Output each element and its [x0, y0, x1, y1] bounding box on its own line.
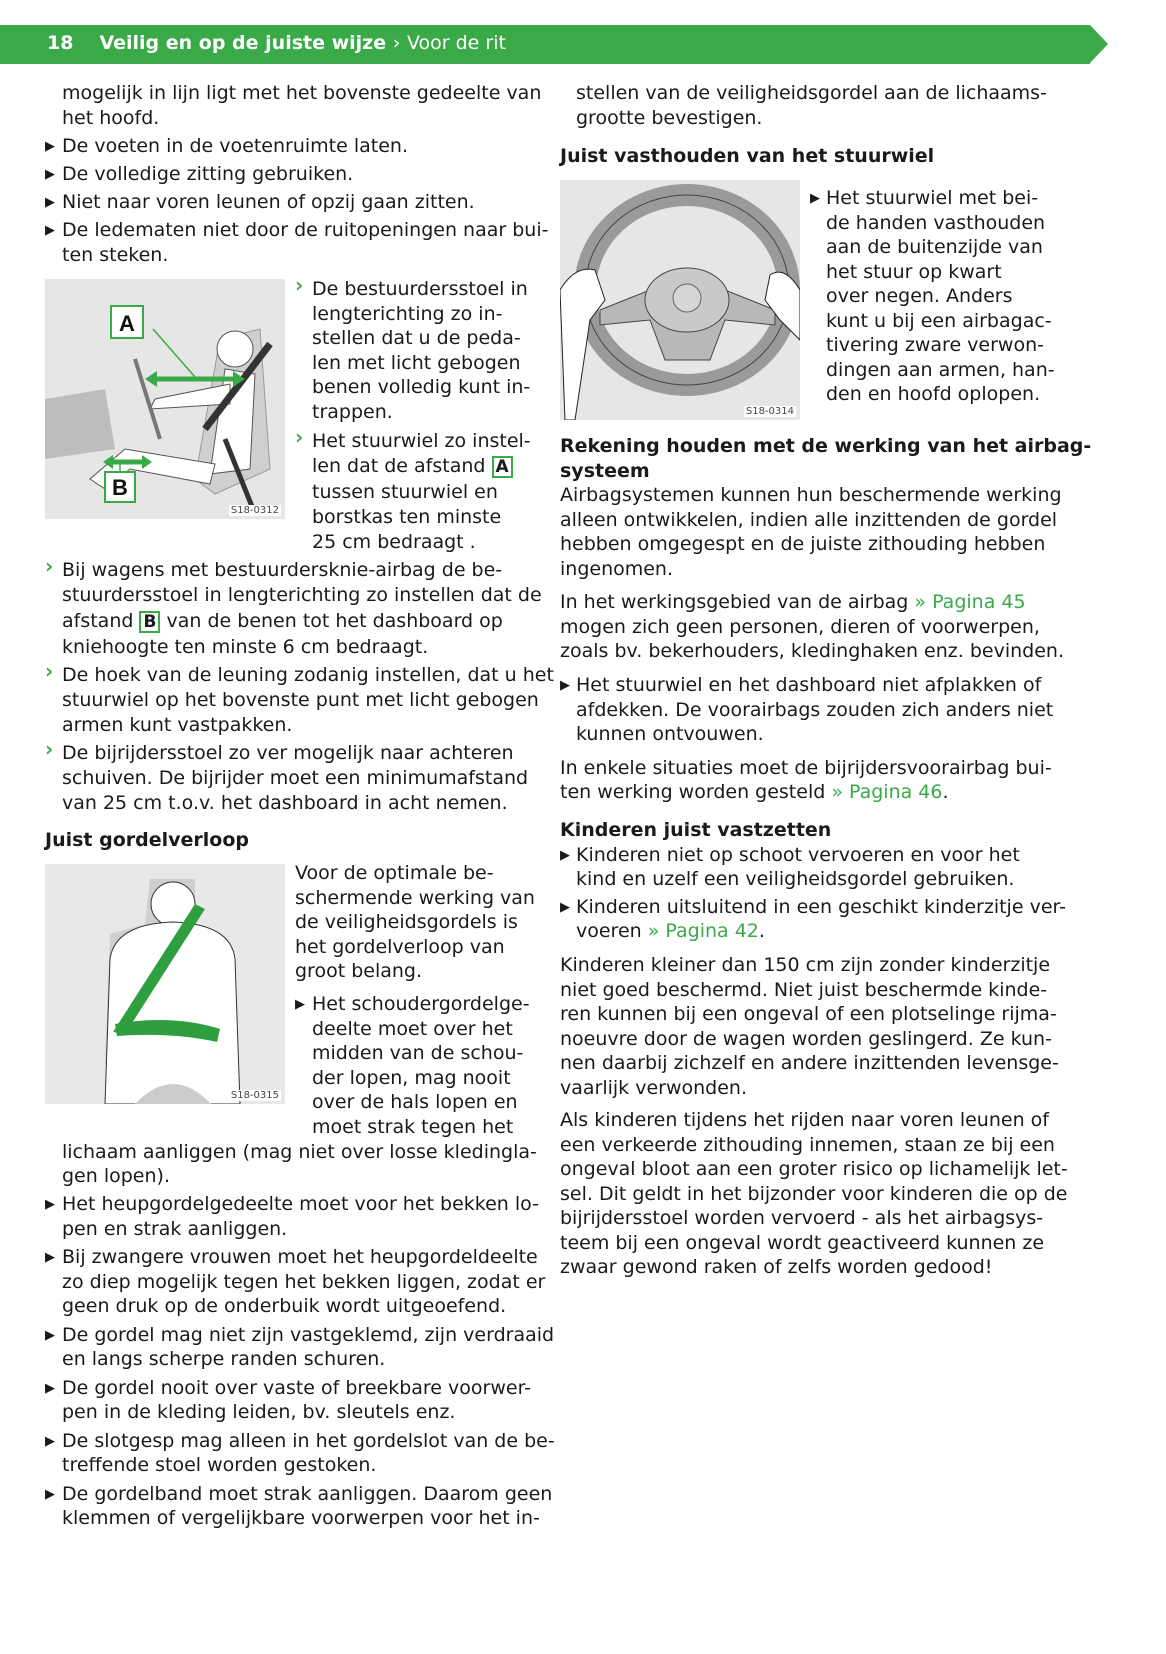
text-line: een verkeerde zithouding innemen, staan ze bij een — [560, 1133, 1055, 1156]
steering-wheel-figure — [560, 180, 800, 420]
text-line: tussen stuurwiel en — [312, 481, 498, 503]
bullet-triangle-icon: ▶ — [45, 1250, 55, 1265]
instruction-chevron-icon: › — [295, 425, 304, 449]
text-line: den en hoofd oplopen. — [826, 383, 1041, 405]
instruction-chevron-icon: › — [45, 737, 54, 761]
bullet-triangle-icon: ▶ — [45, 223, 55, 238]
text-line: tivering zware verwon- — [826, 334, 1044, 356]
text-line: het hoofd. — [62, 107, 160, 129]
page-46-link[interactable]: » Pagina 46 — [831, 781, 943, 803]
bullet-triangle-icon: ▶ — [45, 195, 55, 210]
text-line: zoals bv. bekerhouders, kledinghaken enz. bevinden. — [560, 640, 1064, 662]
svg-text:B: B — [112, 475, 128, 500]
text-line: borstkas ten minste — [312, 506, 502, 528]
section-heading: systeem — [560, 460, 650, 482]
seatbelt-figure — [45, 864, 285, 1104]
text-line: over de hals lopen en — [312, 1091, 518, 1113]
text-line: noeuvre door de wagen worden geslingerd. Ze kun- — [560, 1027, 1052, 1050]
text-line: ten werking worden gesteld » Pagina 46. — [560, 781, 949, 803]
text-line: stellen van de veiligheidsgordel aan de lichaams- — [576, 82, 1047, 104]
text-line: de handen vasthouden — [826, 211, 1046, 234]
text-line: De bijrijdersstoel zo ver mogelijk naar achteren — [62, 742, 514, 764]
text-line: lengterichting zo in- — [312, 302, 503, 325]
text-line: Het stuurwiel zo instel- — [312, 430, 531, 452]
bullet-item: De ledematen niet door de ruitopeningen naar bui- — [62, 219, 549, 241]
text-line: zwaar gewond raken of zelfs worden gedood! — [560, 1256, 993, 1278]
text-line: sel. Dit geldt in het bijzonder voor kinderen die op de — [560, 1182, 1068, 1205]
text-line: De hoek van de leuning zodanig instellen, dat u het — [62, 664, 554, 686]
bullet-triangle-icon: ▶ — [295, 997, 305, 1012]
bullet-item: geen druk op de onderbuik wordt uitgeoefend. — [62, 1295, 507, 1317]
label-a-box: A — [492, 456, 513, 478]
text-line: schermende werking van — [295, 886, 535, 909]
text-line: Airbagsystemen kunnen hun beschermende werking — [560, 484, 1062, 506]
text-line: Het schoudergordelge- — [312, 993, 530, 1015]
text-line: het gordelverloop van — [295, 935, 505, 958]
bullet-item: De gordelband moet strak aanliggen. Daarom geen — [62, 1482, 553, 1505]
bullet-triangle-icon: ▶ — [560, 678, 570, 693]
text-line: bijrijdersstoel worden vervoerd - als het airbagsys- — [560, 1207, 1044, 1229]
text-line: Voor de optimale be- — [295, 862, 494, 884]
bullet-item: klemmen of vergelijkbare voorwerpen voor het in- — [62, 1507, 540, 1529]
text-line: dingen aan armen, han- — [826, 358, 1055, 381]
bullet-item: De volledige zitting gebruiken. — [62, 163, 354, 185]
figure-code: S18-0312 — [230, 505, 279, 516]
page-45-link[interactable]: » Pagina 45 — [914, 591, 1026, 613]
text-line: schuiven. De bijrijder moet een minimumafstand — [62, 767, 529, 789]
text-line: niet goed beschermd. Niet juist beschermde kinde- — [560, 978, 1048, 1001]
text-line: hebben omgegespt en de juiste zithouding hebben — [560, 533, 1046, 555]
text-line: In enkele situaties moet de bijrijdersvoorairbag bui- — [560, 757, 1052, 779]
bullet-item: en langs scherpe randen schuren. — [62, 1348, 386, 1370]
text-line: mogen zich geen personen, dieren of voorwerpen, — [560, 616, 1040, 638]
bullet-triangle-icon: ▶ — [560, 900, 570, 915]
seating-illustration — [45, 279, 285, 519]
text-line: trappen. — [312, 400, 393, 423]
text-line: Het stuurwiel met bei- — [826, 187, 1039, 209]
text-line: armen kunt vastpakken. — [62, 714, 293, 736]
bullet-triangle-icon: ▶ — [45, 1197, 55, 1212]
page-42-link[interactable]: » Pagina 42 — [647, 920, 759, 942]
bullet-item: De gordel nooit over vaste of breekbare voorwer- — [62, 1376, 532, 1399]
bullet-item: zo diep mogelijk tegen het bekken liggen, zodat er — [62, 1270, 546, 1293]
instruction-chevron-icon: › — [45, 554, 54, 578]
text-line: stuurdersstoel in lengterichting zo instellen dat de — [62, 584, 542, 606]
text-line: kniehoogte ten minste 6 cm bedraagt. — [62, 636, 429, 658]
instruction-chevron-icon: › — [295, 273, 304, 297]
text-line: van 25 cm t.o.v. het dashboard in acht nemen. — [62, 792, 508, 814]
bullet-item: De voeten in de voetenruimte laten. — [62, 135, 408, 157]
text-line: mogelijk in lijn ligt met het bovenste gedeelte van — [62, 82, 542, 104]
seating-position-figure — [45, 279, 285, 519]
text-line: Kinderen uitsluitend in een geschikt kinderzitje ver- — [576, 896, 1066, 918]
header-arrow — [1090, 25, 1108, 63]
text-line: aan de buitenzijde van — [826, 236, 1043, 258]
text-line: benen volledig kunt in- — [312, 376, 531, 398]
steering-wheel-illustration — [560, 180, 800, 420]
bullet-triangle-icon: ▶ — [810, 191, 820, 206]
page-header — [47, 32, 506, 54]
text-line: De bestuurdersstoel in — [312, 278, 528, 300]
section-heading: Kinderen juist vastzetten — [560, 819, 832, 841]
bullet-triangle-icon: ▶ — [45, 1380, 55, 1396]
bullet-triangle-icon: ▶ — [45, 1433, 55, 1449]
text-line: ingenomen. — [560, 557, 674, 580]
text-line: de veiligheidsgordels is — [295, 911, 518, 933]
subsection-title: Voor de rit — [406, 32, 506, 54]
text-line: moet strak tegen het — [312, 1115, 514, 1138]
text-line: midden van de schou- — [312, 1042, 524, 1064]
text-line: afdekken. De voorairbags zouden zich anders niet — [576, 698, 1054, 721]
bullet-item: De gordel mag niet zijn vastgeklemd, zijn verdraaid — [62, 1323, 555, 1346]
bullet-triangle-icon: ▶ — [45, 139, 55, 154]
section-heading: Juist vasthouden van het stuurwiel — [560, 145, 935, 167]
text-line: lichaam aanliggen (mag niet over losse kledingla- — [62, 1141, 537, 1163]
bullet-triangle-icon: ▶ — [45, 1327, 55, 1343]
text-line: voeren » Pagina 42. — [576, 920, 765, 942]
section-heading: Rekening houden met de werking van het airbag- — [560, 435, 1092, 457]
bullet-item: Niet naar voren leunen of opzij gaan zitten. — [62, 191, 475, 213]
figure-code: S18-0315 — [230, 1090, 279, 1101]
text-line: len dat de afstand A — [312, 453, 513, 479]
bullet-triangle-icon: ▶ — [45, 1486, 55, 1502]
bullet-item: pen in de kleding leiden, bv. sleutels enz. — [62, 1401, 456, 1423]
text-line: alleen ontwikkelen, indien alle inzittenden de gordel — [560, 508, 1058, 531]
text-line: deelte moet over het — [312, 1017, 513, 1040]
text-line: ongeval bloot aan een groter risico op lichamelijk let- — [560, 1158, 1068, 1180]
text-line: ten steken. — [62, 244, 169, 266]
text-line: 25 cm bedraagt . — [312, 531, 476, 553]
section-heading: Juist gordelverloop — [45, 829, 249, 851]
text-line: nen daarbij zichzelf en andere inzittenden levensge- — [560, 1052, 1059, 1074]
text-line: afstand B van de benen tot het dashboard op — [62, 610, 503, 632]
section-title: Veilig en op de juiste wijze — [99, 32, 387, 54]
text-line: Kinderen kleiner dan 150 cm zijn zonder kinderzitje — [560, 954, 1051, 976]
figure-code: S18-0314 — [745, 406, 794, 417]
text-line: len met licht gebogen — [312, 351, 521, 374]
text-line: het stuur op kwart — [826, 260, 1002, 283]
text-line: vaarlijk verwonden. — [560, 1076, 748, 1099]
text-line: grootte bevestigen. — [576, 107, 763, 129]
text-line: over negen. Anders — [826, 285, 1013, 307]
text-line: ren kunnen bij een ongeval of een plotselinge rijma- — [560, 1003, 1057, 1025]
bullet-item: Het heupgordelgedeelte moet voor het bekken lo- — [62, 1193, 539, 1215]
text-line: stellen dat u de peda- — [312, 327, 521, 349]
breadcrumb-separator: › — [392, 32, 401, 54]
page-number: 18 — [47, 32, 74, 54]
seatbelt-illustration — [45, 864, 285, 1104]
text-line: Kinderen niet op schoot vervoeren en voor het — [576, 844, 1020, 866]
text-line: Als kinderen tijdens het rijden naar voren leunen of — [560, 1109, 1049, 1131]
bullet-triangle-icon: ▶ — [45, 167, 55, 182]
text-line: kunnen ontvouwen. — [576, 723, 764, 745]
text-line: Bij wagens met bestuurdersknie-airbag de be- — [62, 559, 503, 581]
text-line: gen lopen). — [62, 1165, 170, 1187]
bullet-item: treffende stoel worden gestoken. — [62, 1454, 377, 1476]
text-line: kunt u bij een airbagac- — [826, 309, 1052, 332]
bullet-item: Bij zwangere vrouwen moet het heupgordeldeelte — [62, 1246, 538, 1268]
label-b-box: B — [139, 611, 160, 633]
text-line: kind en uzelf een veiligheidsgordel gebruiken. — [576, 868, 1015, 890]
text-line: groot belang. — [295, 960, 423, 982]
text-line: teem bij een ongeval wordt geactiveerd kunnen ze — [560, 1231, 1045, 1254]
bullet-triangle-icon: ▶ — [560, 848, 570, 863]
svg-text:A: A — [119, 311, 135, 336]
text-line: stuurwiel op het bovenste punt met licht gebogen — [62, 689, 539, 711]
text-line: In het werkingsgebied van de airbag » Pagina 45 — [560, 591, 1026, 613]
bullet-item: pen en strak aanliggen. — [62, 1217, 288, 1240]
bullet-item: De slotgesp mag alleen in het gordelslot van de be- — [62, 1429, 555, 1452]
text-line: Het stuurwiel en het dashboard niet afplakken of — [576, 674, 1042, 696]
instruction-chevron-icon: › — [45, 659, 54, 683]
text-line: der lopen, mag nooit — [312, 1066, 511, 1089]
